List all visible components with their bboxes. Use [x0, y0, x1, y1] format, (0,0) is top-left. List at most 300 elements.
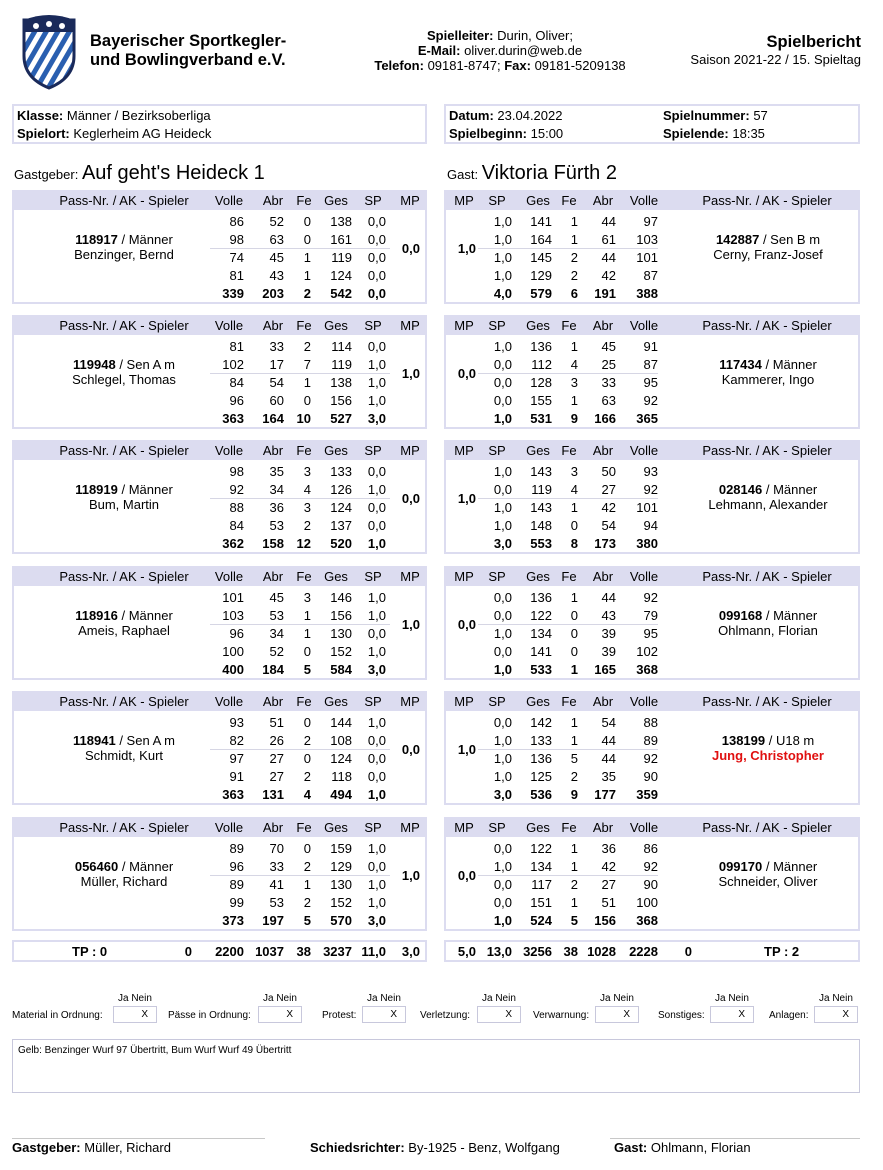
away-player-block: [444, 440, 860, 554]
away-total-cell: 173: [594, 536, 616, 551]
away-total-cell: 579: [530, 286, 552, 301]
home-score-cell: 33: [269, 339, 284, 354]
home-total-volle: 2200: [215, 944, 244, 959]
age-class: / Männer: [117, 482, 173, 497]
away-score-cell: 1: [570, 841, 578, 856]
away-col-header-abr: Abr: [592, 318, 614, 333]
away-score-cell: 1: [570, 339, 578, 354]
away-total-cell: 6: [570, 286, 578, 301]
age-class: / Männer: [117, 232, 173, 247]
home-total-cell: 5: [303, 662, 311, 677]
away-score-cell: 1,0: [493, 733, 512, 748]
home-score-cell: 1,0: [367, 375, 386, 390]
home-score-cell: 1: [303, 626, 311, 641]
player-name[interactable]: Schmidt, Kurt: [84, 748, 164, 763]
sig-gast-value: Ohlmann, Florian: [650, 1140, 751, 1155]
away-score-cell: 1,0: [493, 769, 512, 784]
away-score-cell: 1: [570, 393, 578, 408]
away-score-cell: 42: [601, 500, 616, 515]
away-score-cell: 0: [570, 608, 578, 623]
spielende-value: 18:35: [732, 126, 765, 141]
home-col-header-mp: MP: [400, 443, 420, 458]
away-score-cell: 27: [601, 877, 616, 892]
player-name[interactable]: Kammerer, Ingo: [721, 372, 815, 387]
age-class: / Sen A m: [115, 357, 175, 372]
home-total-cell: 3,0: [367, 411, 386, 426]
home-team-name: Auf geht's Heideck 1: [81, 162, 265, 184]
check-box[interactable]: [595, 1006, 639, 1023]
season-info: Saison 2021-22 / 15. Spieltag: [690, 52, 861, 67]
away-col-header-ges: Ges: [526, 569, 550, 584]
home-row-separator: [210, 624, 390, 625]
age-class: / Sen A m: [115, 733, 175, 748]
away-score-cell: 100: [636, 895, 658, 910]
away-col-header-volle: Volle: [629, 694, 659, 709]
home-score-cell: 108: [330, 733, 352, 748]
home-row-separator: [210, 875, 390, 876]
home-total-cell: 400: [222, 662, 244, 677]
home-col-header-volle: Volle: [214, 694, 244, 709]
home-score-cell: 1: [303, 250, 311, 265]
home-score-cell: 156: [330, 393, 352, 408]
home-score-cell: 89: [229, 877, 244, 892]
spielort-label: Spielort:: [17, 126, 70, 141]
home-score-cell: 0,0: [367, 268, 386, 283]
player-name[interactable]: Lehmann, Alexander: [708, 497, 828, 512]
away-player-info: [682, 482, 854, 512]
ja-nein-header: Ja Nein: [715, 993, 749, 1004]
away-col-header-player: Pass-Nr. / AK - Spieler: [702, 318, 832, 333]
away-score-cell: 88: [643, 715, 658, 730]
away-total-cell: 1,0: [493, 662, 512, 677]
home-totals: [12, 940, 427, 962]
home-player-info: [38, 608, 210, 638]
home-col-header-ges: Ges: [324, 569, 348, 584]
away-col-header-ges: Ges: [526, 694, 550, 709]
player-name[interactable]: Cerny, Franz-Josef: [713, 247, 823, 262]
check-label: Pässe in Ordnung:: [168, 1010, 251, 1021]
away-player-block: [444, 566, 860, 680]
home-score-cell: 70: [269, 841, 284, 856]
away-col-header-player: Pass-Nr. / AK - Spieler: [702, 694, 832, 709]
away-score-cell: 0,0: [493, 482, 512, 497]
ja-nein-header: Ja Nein: [482, 993, 516, 1004]
home-col-header-volle: Volle: [214, 569, 244, 584]
home-score-cell: 86: [229, 214, 244, 229]
away-mp-value: 0,0: [457, 366, 476, 381]
away-score-cell: 1,0: [493, 751, 512, 766]
away-player-block: [444, 190, 860, 304]
datum-value: 23.04.2022: [497, 108, 563, 123]
home-col-header-sp: SP: [364, 820, 382, 835]
player-name[interactable]: Benzinger, Bernd: [74, 247, 174, 262]
away-score-cell: 0,0: [493, 715, 512, 730]
away-col-header-ges: Ges: [526, 193, 550, 208]
away-score-cell: 51: [601, 895, 616, 910]
home-score-cell: 17: [269, 357, 284, 372]
check-box[interactable]: [258, 1006, 302, 1023]
player-name[interactable]: Ameis, Raphael: [78, 623, 170, 638]
away-mp-value: 1,0: [457, 241, 476, 256]
spielleiter-label: Spielleiter:: [427, 28, 494, 43]
away-score-cell: 164: [530, 232, 552, 247]
check-label: Material in Ordnung:: [12, 1010, 103, 1021]
age-class: / Männer: [118, 859, 174, 874]
home-score-cell: 1,0: [367, 841, 386, 856]
home-score-cell: 2: [303, 769, 311, 784]
away-score-cell: 94: [643, 518, 658, 533]
spielbeginn-value: 15:00: [530, 126, 564, 141]
home-score-cell: 3: [303, 590, 311, 605]
away-score-cell: 134: [530, 626, 552, 641]
away-score-cell: 91: [643, 339, 658, 354]
home-total-cell: 363: [222, 787, 244, 802]
home-label: Gastgeber:: [14, 167, 79, 182]
home-player-block: [12, 190, 427, 304]
away-score-cell: 143: [530, 500, 552, 515]
email-value: oliver.durin@web.de: [464, 43, 583, 58]
home-total-cell: 527: [330, 411, 352, 426]
home-player-info: [38, 482, 210, 512]
sig-gast-label: Gast:: [614, 1140, 648, 1155]
home-score-cell: 2: [303, 895, 311, 910]
check-box[interactable]: [814, 1006, 858, 1023]
away-score-cell: 5: [570, 751, 578, 766]
away-col-header-volle: Volle: [629, 193, 659, 208]
away-score-cell: 86: [643, 841, 658, 856]
home-col-header-player: Pass-Nr. / AK - Spieler: [59, 694, 189, 709]
home-score-cell: 0,0: [367, 751, 386, 766]
check-mark: X: [623, 1009, 630, 1020]
away-score-cell: 1,0: [493, 626, 512, 641]
ja-nein-header: Ja Nein: [600, 993, 634, 1004]
away-score-cell: 101: [636, 250, 658, 265]
away-score-cell: 63: [601, 393, 616, 408]
away-score-cell: 43: [601, 608, 616, 623]
home-score-cell: 1: [303, 375, 311, 390]
home-col-header-ges: Ges: [324, 820, 348, 835]
away-score-cell: 39: [601, 626, 616, 641]
home-col-header-sp: SP: [364, 694, 382, 709]
away-player-info: [682, 859, 854, 889]
player-name[interactable]: Ohlmann, Florian: [718, 623, 818, 638]
home-score-cell: 0,0: [367, 859, 386, 874]
away-score-cell: 1: [570, 214, 578, 229]
away-score-cell: 89: [643, 733, 658, 748]
age-class: / U18 m: [765, 733, 815, 748]
organization-name: [90, 32, 286, 70]
check-mark: X: [738, 1009, 745, 1020]
away-mp-value: 1,0: [457, 491, 476, 506]
away-score-cell: 145: [530, 250, 552, 265]
away-score-cell: 101: [636, 500, 658, 515]
home-score-cell: 124: [330, 268, 352, 283]
home-col-header-fe: Fe: [296, 694, 312, 709]
home-player-block: [12, 315, 427, 429]
telefon-value: 09181-8747;: [427, 58, 501, 73]
away-score-cell: 155: [530, 393, 552, 408]
pass-number: 118919: [75, 482, 118, 497]
away-score-cell: 87: [643, 357, 658, 372]
away-total-cell: 3,0: [493, 787, 512, 802]
home-player-info: [38, 859, 210, 889]
away-player-info: [682, 608, 854, 638]
ja-nein-header: Ja Nein: [819, 993, 853, 1004]
home-score-cell: 2: [303, 733, 311, 748]
player-name[interactable]: Schneider, Oliver: [718, 874, 818, 889]
away-col-header-fe: Fe: [561, 694, 577, 709]
away-score-cell: 97: [643, 214, 658, 229]
check-mark: X: [286, 1009, 293, 1020]
home-total-cell: 2: [303, 286, 311, 301]
sig-schiedsrichter: [310, 1140, 560, 1155]
home-col-header-fe: Fe: [296, 193, 312, 208]
pass-number: 138199: [721, 733, 766, 748]
home-score-cell: 130: [330, 877, 352, 892]
home-total-cell: 10: [296, 411, 311, 426]
away-score-cell: 136: [530, 339, 552, 354]
home-score-cell: 0,0: [367, 464, 386, 479]
home-total-cell: 1,0: [367, 787, 386, 802]
check-box[interactable]: [113, 1006, 157, 1023]
home-score-cell: 82: [229, 733, 244, 748]
away-score-cell: 112: [531, 357, 552, 372]
sig-line-home: [12, 1138, 265, 1139]
home-total-cell: 12: [296, 536, 311, 551]
away-col-header-player: Pass-Nr. / AK - Spieler: [702, 193, 832, 208]
away-score-cell: 2: [570, 268, 578, 283]
player-name[interactable]: Müller, Richard: [80, 874, 168, 889]
away-player-info: [682, 232, 854, 262]
spielende-label: Spielende:: [663, 126, 729, 141]
away-score-cell: 1: [570, 715, 578, 730]
away-col-header-abr: Abr: [592, 569, 614, 584]
bskv-logo: [20, 12, 78, 90]
home-score-cell: 7: [303, 357, 311, 372]
away-total-cell: 368: [636, 662, 658, 677]
home-total-cell: 4: [303, 787, 311, 802]
age-class: / Sen B m: [759, 232, 821, 247]
pass-number: 117434: [719, 357, 762, 372]
away-score-cell: 122: [530, 841, 552, 856]
away-score-cell: 102: [636, 644, 658, 659]
away-score-cell: 148: [530, 518, 552, 533]
away-total-cell: 368: [636, 913, 658, 928]
home-score-cell: 124: [330, 751, 352, 766]
away-score-cell: 50: [601, 464, 616, 479]
spielbeginn-label: Spielbeginn:: [449, 126, 527, 141]
home-total-cell: 164: [262, 411, 284, 426]
home-col-header-abr: Abr: [262, 820, 284, 835]
player-name[interactable]: Bum, Martin: [88, 497, 160, 512]
away-col-header-ges: Ges: [526, 443, 550, 458]
email-label: E-Mail:: [417, 43, 461, 58]
home-score-cell: 60: [269, 393, 284, 408]
away-total-cell: 5: [570, 913, 578, 928]
sig-line-away: [610, 1138, 860, 1139]
home-total-sp: 11,0: [361, 944, 386, 959]
away-total-cell: 9: [570, 411, 578, 426]
spielnummer-label: Spielnummer:: [663, 108, 750, 123]
home-score-cell: 34: [269, 482, 284, 497]
away-col-header-sp: SP: [488, 569, 506, 584]
away-player-block: [444, 817, 860, 931]
pass-number: 099168: [718, 608, 763, 623]
home-player-info: [38, 357, 210, 387]
away-score-cell: 4: [570, 357, 578, 372]
home-col-header-sp: SP: [364, 569, 382, 584]
away-score-cell: 95: [643, 375, 658, 390]
away-score-cell: 0,0: [493, 375, 512, 390]
away-score-cell: 136: [530, 590, 552, 605]
home-score-cell: 84: [229, 375, 244, 390]
home-col-header-mp: MP: [400, 193, 420, 208]
home-col-header-ges: Ges: [324, 193, 348, 208]
away-score-cell: 1: [570, 859, 578, 874]
home-score-cell: 0: [303, 841, 311, 856]
check-label: Anlagen:: [769, 1010, 809, 1021]
away-total-cell: 8: [570, 536, 578, 551]
check-box[interactable]: [362, 1006, 406, 1023]
away-score-cell: 134: [530, 859, 552, 874]
home-score-cell: 129: [330, 859, 352, 874]
age-class: / Männer: [762, 859, 818, 874]
away-score-cell: 1,0: [493, 500, 512, 515]
away-total-sp: 13,0: [486, 944, 512, 959]
away-col-header-fe: Fe: [561, 569, 577, 584]
home-score-cell: 0,0: [367, 733, 386, 748]
home-total-cell: 363: [222, 411, 244, 426]
away-col-header-volle: Volle: [629, 820, 659, 835]
away-row-separator: [478, 624, 658, 625]
home-score-cell: 36: [269, 500, 284, 515]
home-mp-value: 1,0: [401, 868, 420, 883]
away-col-header-sp: SP: [488, 318, 506, 333]
check-label: Verwarnung:: [533, 1010, 590, 1021]
home-score-cell: 53: [269, 608, 284, 623]
age-class: / Männer: [762, 608, 818, 623]
home-score-cell: 102: [222, 357, 244, 372]
away-score-cell: 0,0: [493, 393, 512, 408]
match-info-right: [444, 104, 860, 144]
away-total-cell: 524: [530, 913, 552, 928]
away-total-cell: 1,0: [493, 411, 512, 426]
away-score-cell: 95: [643, 626, 658, 641]
away-col-header-mp: MP: [454, 443, 474, 458]
away-col-header-fe: Fe: [561, 193, 577, 208]
spielleiter-value: Durin, Oliver;: [497, 28, 573, 43]
home-score-cell: 1,0: [367, 644, 386, 659]
away-score-cell: 44: [601, 250, 616, 265]
home-score-cell: 0: [303, 214, 311, 229]
pass-number: 142887: [715, 232, 760, 247]
away-score-cell: 87: [643, 268, 658, 283]
away-col-header-player: Pass-Nr. / AK - Spieler: [702, 569, 832, 584]
away-score-cell: 3: [570, 464, 578, 479]
home-score-cell: 0: [303, 715, 311, 730]
fax-label: Fax:: [504, 58, 531, 73]
home-score-cell: 1,0: [367, 482, 386, 497]
player-name[interactable]: Jung, Christopher: [712, 748, 824, 763]
home-score-cell: 53: [269, 518, 284, 533]
away-col-header-mp: MP: [454, 569, 474, 584]
away-score-cell: 1: [570, 232, 578, 247]
home-total-cell: 542: [330, 286, 352, 301]
home-player-block: [12, 440, 427, 554]
pass-number: 118916: [75, 608, 118, 623]
away-total-abr: 1028: [587, 944, 616, 959]
home-row-separator: [210, 248, 390, 249]
player-name[interactable]: Schlegel, Thomas: [72, 372, 176, 387]
away-total-cell: 3,0: [493, 536, 512, 551]
away-score-cell: 44: [601, 733, 616, 748]
away-score-cell: 119: [531, 482, 552, 497]
away-score-cell: 1,0: [493, 339, 512, 354]
home-score-cell: 0: [303, 393, 311, 408]
home-score-cell: 88: [229, 500, 244, 515]
away-score-cell: 1: [570, 590, 578, 605]
away-score-cell: 0,0: [493, 590, 512, 605]
ja-nein-header: Ja Nein: [263, 993, 297, 1004]
check-box[interactable]: [477, 1006, 521, 1023]
home-score-cell: 98: [229, 232, 244, 247]
away-score-cell: 90: [643, 877, 658, 892]
home-col-header-ges: Ges: [324, 694, 348, 709]
home-score-cell: 45: [269, 590, 284, 605]
home-score-cell: 0: [303, 751, 311, 766]
away-score-cell: 44: [601, 590, 616, 605]
home-score-cell: 119: [331, 357, 352, 372]
away-score-cell: 92: [643, 393, 658, 408]
away-score-cell: 141: [530, 214, 552, 229]
home-col-header-abr: Abr: [262, 193, 284, 208]
home-score-cell: 96: [229, 626, 244, 641]
home-player-block: [12, 817, 427, 931]
home-score-cell: 124: [330, 500, 352, 515]
sig-schiedsrichter-value: By-1925 - Benz, Wolfgang: [408, 1140, 560, 1155]
notes-field[interactable]: Gelb: Benzinger Wurf 97 Übertritt, Bum Wurf Wurf 49 Übertritt: [12, 1039, 860, 1093]
home-mp-value: 1,0: [401, 366, 420, 381]
home-score-cell: 54: [269, 375, 284, 390]
home-player-info: [38, 232, 210, 262]
home-total-cell: 197: [262, 913, 284, 928]
spielnummer-value: 57: [753, 108, 768, 123]
away-label: Gast:: [447, 167, 479, 182]
home-col-header-ges: Ges: [324, 443, 348, 458]
ja-nein-header: Ja Nein: [367, 993, 401, 1004]
klasse-value: Männer / Bezirksoberliga: [66, 108, 211, 123]
away-col-header-volle: Volle: [629, 569, 659, 584]
telefon-label: Telefon:: [374, 58, 424, 73]
check-label: Protest:: [322, 1010, 357, 1021]
home-score-cell: 0,0: [367, 214, 386, 229]
away-score-cell: 1,0: [493, 859, 512, 874]
home-col-header-abr: Abr: [262, 569, 284, 584]
away-col-header-player: Pass-Nr. / AK - Spieler: [702, 820, 832, 835]
away-col-header-mp: MP: [454, 193, 474, 208]
home-score-cell: 1,0: [367, 393, 386, 408]
away-total-cell: 388: [636, 286, 658, 301]
away-total-cell: 156: [594, 913, 616, 928]
check-mark: X: [141, 1009, 148, 1020]
pass-number: 028146: [718, 482, 763, 497]
home-score-cell: 126: [330, 482, 352, 497]
home-score-cell: 144: [330, 715, 352, 730]
contact-info: [340, 28, 660, 73]
home-col-header-volle: Volle: [214, 193, 244, 208]
check-box[interactable]: [710, 1006, 754, 1023]
home-score-cell: 96: [229, 393, 244, 408]
